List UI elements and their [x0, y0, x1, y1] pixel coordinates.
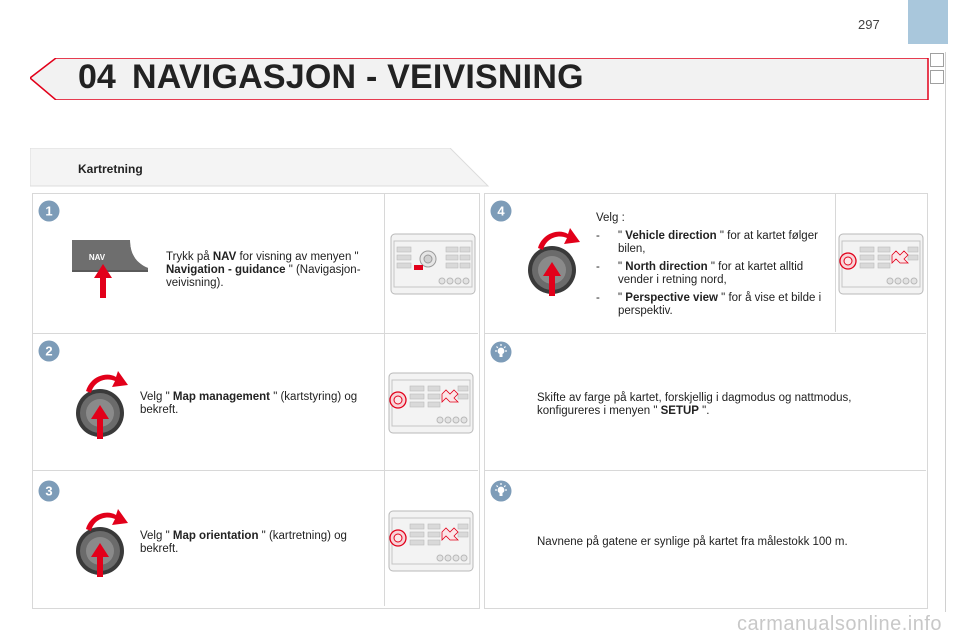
rotary-knob-icon — [70, 365, 134, 441]
tip-2-text: Navnene på gatene er synlige på kartet fra målestokk 100 m. — [537, 536, 848, 548]
section-heading: Kartretning — [78, 162, 143, 176]
tip-bulb-icon — [490, 480, 512, 502]
step-4-text — [596, 212, 832, 323]
nav-button-label: NAV — [88, 253, 106, 262]
list-item: - " North direction " for at kartet alltid vender i retning nord, — [596, 261, 804, 286]
tip-1-text: Skifte av farge på kartet, forskjellig i dagmodus og nattmodus, konfigureres i menyen " SETUP ". — [537, 392, 852, 417]
right-border — [945, 52, 946, 612]
step-number: 1 — [45, 203, 53, 219]
list-item: - " Perspective view " for å vise et bilde i perspektiv. — [596, 292, 822, 317]
panel-divider — [485, 333, 926, 334]
panel-divider — [835, 194, 836, 332]
page-title: NAVIGASJON - VEIVISNING — [132, 58, 584, 96]
watermark: carmanualsonline.info — [736, 613, 942, 635]
radio-unit-icon — [838, 233, 924, 295]
step-2-text: Velg " Map management " (kartstyring) og bekreft. — [140, 391, 358, 416]
panel-divider — [33, 470, 478, 471]
step-badge — [38, 340, 60, 362]
step-1-text: Trykk på NAV for visning av menyen " Navigation - guidance " (Navigasjon-veivisning). — [166, 251, 361, 289]
corner-tab — [908, 0, 948, 44]
page-square-icon — [930, 70, 944, 84]
step-number: 2 — [45, 343, 53, 359]
page-square-icon — [930, 53, 944, 67]
step-badge — [490, 200, 512, 222]
step-3-text: Velg " Map orientation " (kartretning) og bekreft. — [140, 530, 347, 555]
chapter-number: 04 — [78, 58, 116, 96]
rotary-knob-icon — [522, 222, 586, 298]
radio-unit-icon — [388, 510, 474, 572]
panel-divider — [384, 194, 385, 606]
page-number: 297 — [858, 17, 880, 32]
nav-button-icon — [70, 238, 150, 300]
rotary-knob-icon — [70, 503, 134, 579]
panel-divider — [33, 333, 478, 334]
step-number: 3 — [45, 483, 53, 499]
step-badge — [38, 200, 60, 222]
tip-bulb-icon — [490, 341, 512, 363]
step-number: 4 — [497, 203, 505, 219]
panel-divider — [485, 470, 926, 471]
step-4-intro: Velg : — [596, 212, 625, 224]
list-item: - " Vehicle direction " for at kartet følger bilen, — [596, 230, 818, 255]
radio-unit-icon — [388, 372, 474, 434]
radio-unit-icon — [390, 233, 476, 295]
step-badge — [38, 480, 60, 502]
